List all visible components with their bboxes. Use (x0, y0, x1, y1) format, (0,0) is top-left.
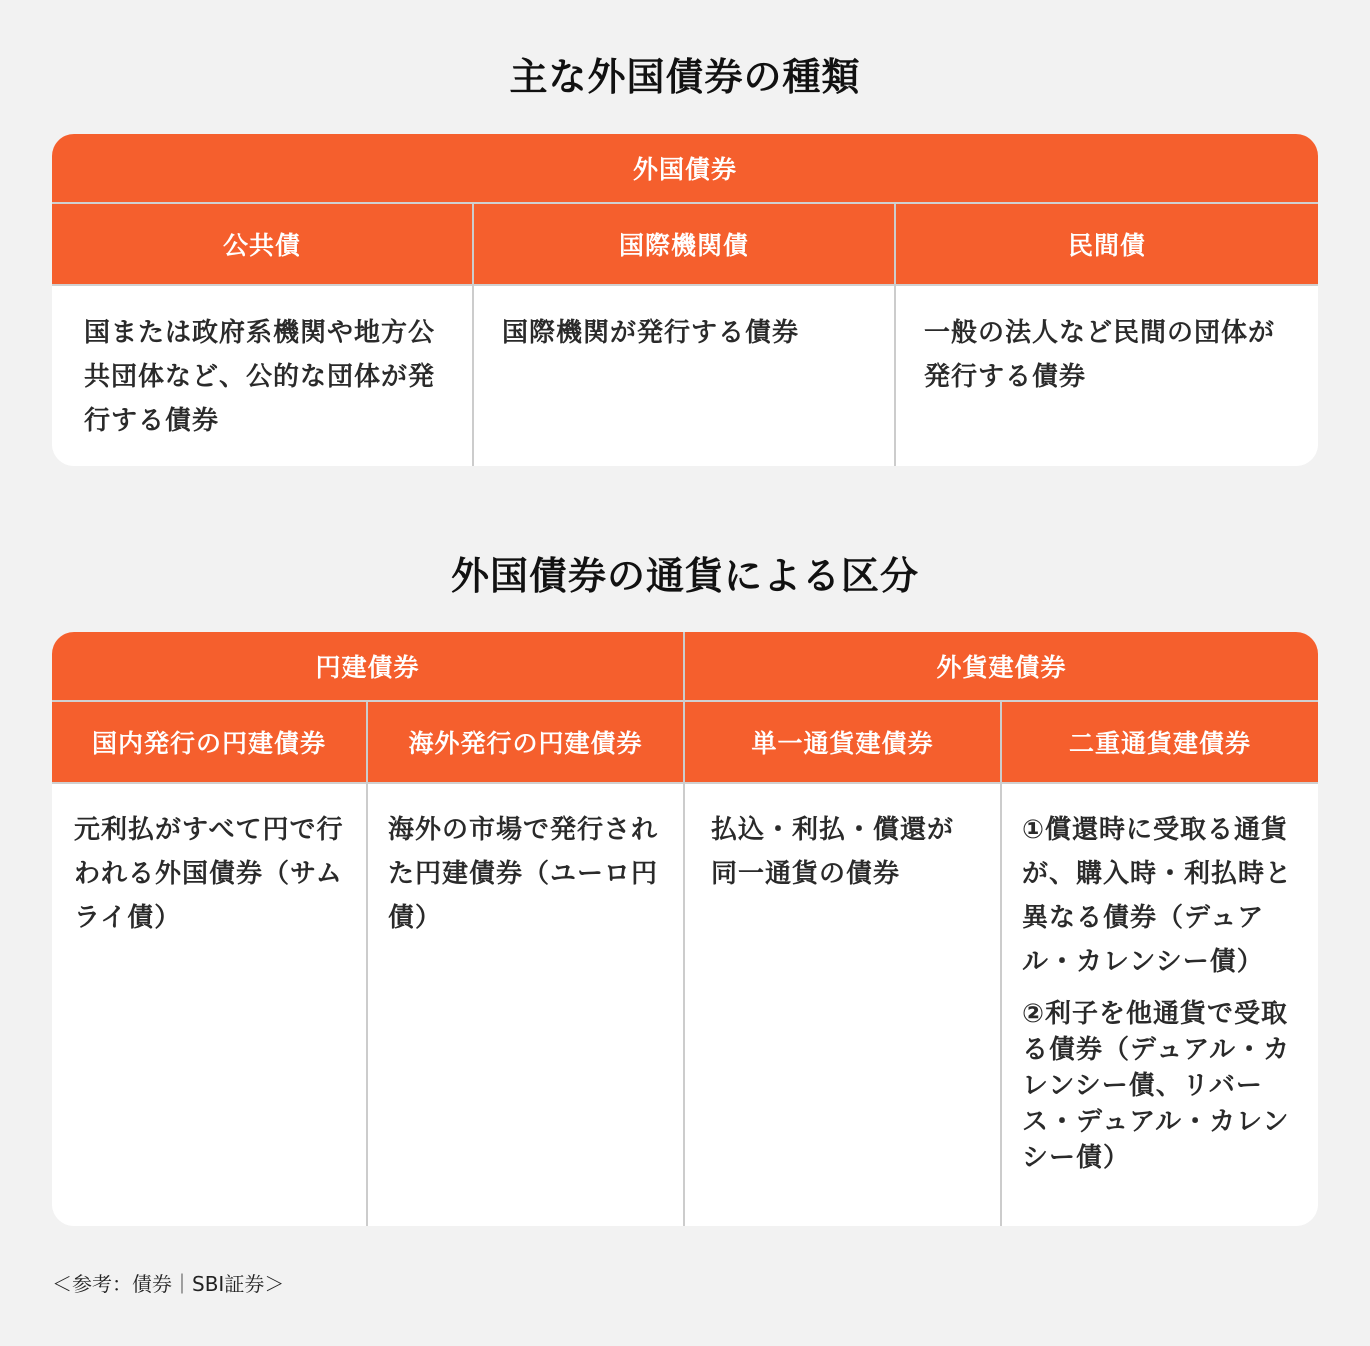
divider (472, 204, 474, 466)
divider (894, 204, 896, 466)
divider (683, 632, 685, 1226)
column-header-international-org-bond: 国際機関債 (474, 204, 894, 284)
cell-dual-currency-bond-description (1002, 784, 1318, 1226)
description-item-2: ②利子を他通貨で受取る債券（デュアル・カレンシー債、リバース・デュアル・カレンシー債） (1022, 999, 1291, 1173)
currency-classification-table (52, 632, 1318, 1226)
description-text: 払込・利払・償還が同一通貨の債券 (711, 815, 955, 889)
column-header-dual-currency-bond: 二重通貨建債券 (1002, 702, 1318, 782)
section2-title: 外国債券の通貨による区分 (450, 554, 919, 598)
cell-public-bond-description: 国または政府系機関や地方公共団体など、公的な団体が発行する債券 (52, 286, 472, 466)
group-header-foreign-currency-bond: 外貨建債券 (685, 632, 1318, 700)
cell-private-bond-description: 一般の法人など民間の団体が発行する債券 (896, 286, 1318, 466)
table1-main-header: 外国債券 (52, 134, 1318, 202)
column-header-domestic-yen-bond: 国内発行の円建債券 (52, 702, 366, 782)
description-item-1: ①償還時に受取る通貨が、購入時・利払時と異なる債券（デュアル・カレンシー債） (1022, 815, 1293, 977)
cell-single-currency-bond-description (685, 784, 1000, 1226)
description-text: 元利払がすべて円で行われる外国債券（サムライ債） (74, 815, 344, 933)
foreign-bond-types-table (52, 134, 1318, 466)
section1-title: 主な外国債券の種類 (509, 55, 861, 99)
column-header-private-bond: 民間債 (896, 204, 1318, 284)
description-text: 海外の市場で発行された円建債券（ユーロ円債） (388, 815, 659, 933)
divider (1000, 702, 1002, 1226)
group-header-yen-bond: 円建債券 (52, 632, 683, 700)
column-header-public-bond: 公共債 (52, 204, 472, 284)
reference-note: ＜参考：債券｜SBI証券＞ (52, 1272, 285, 1296)
cell-international-org-bond-description: 国際機関が発行する債券 (474, 286, 894, 466)
cell-overseas-yen-bond-description (368, 784, 683, 1226)
cell-domestic-yen-bond-description (52, 784, 366, 1226)
column-header-overseas-yen-bond: 海外発行の円建債券 (368, 702, 683, 782)
divider (366, 702, 368, 1226)
column-header-single-currency-bond: 単一通貨建債券 (685, 702, 1000, 782)
